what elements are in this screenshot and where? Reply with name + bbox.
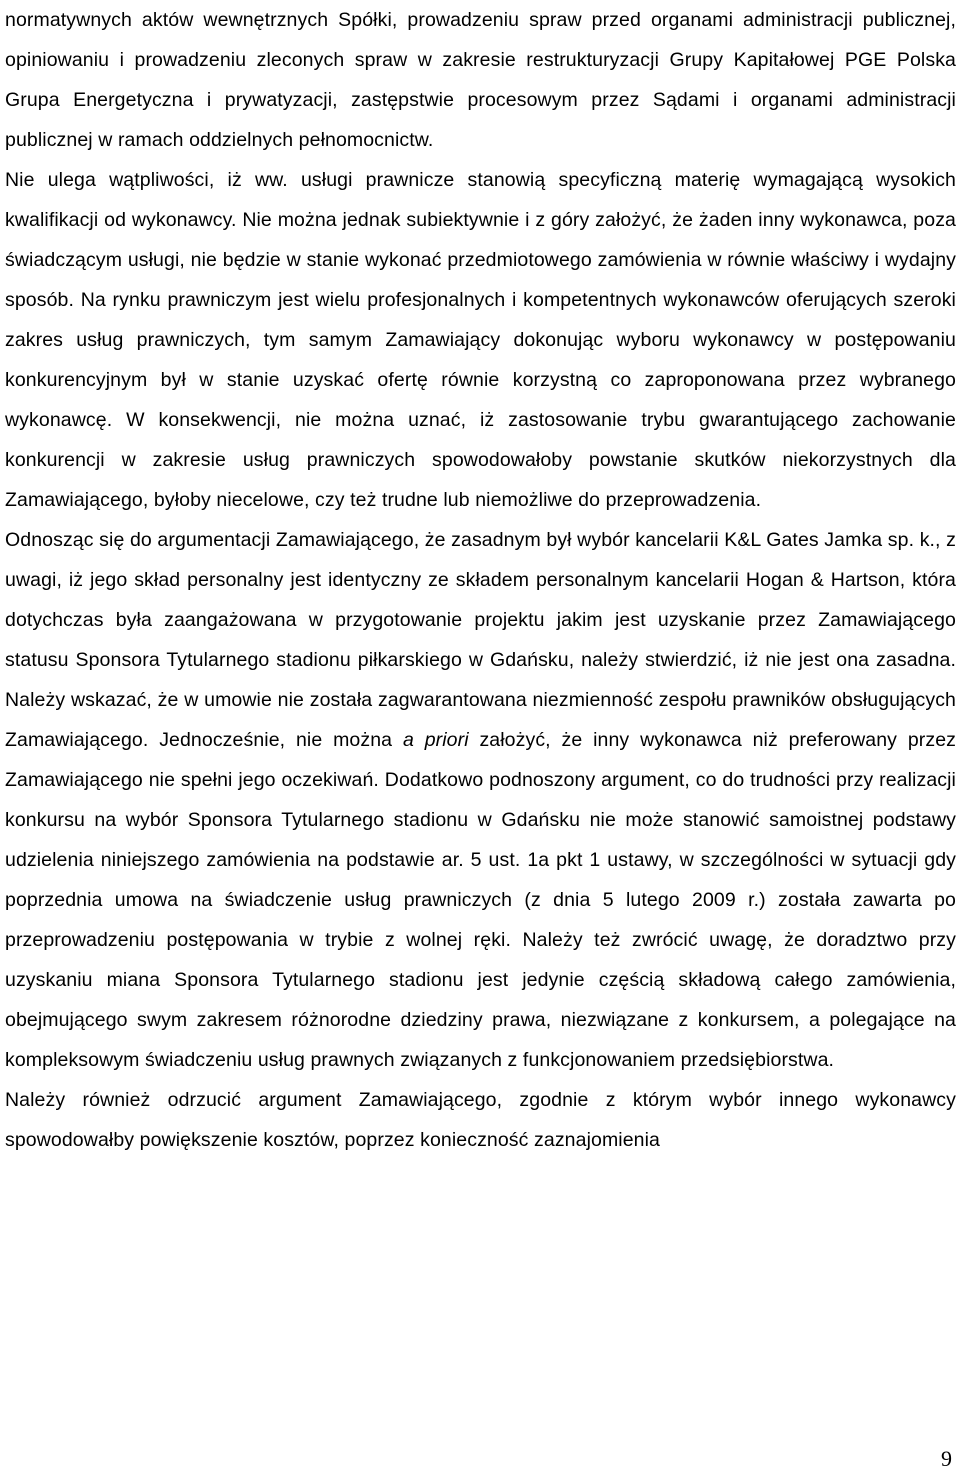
- paragraph-3-italic-term: a priori: [402, 729, 469, 751]
- paragraph-2-text: Nie ulega wątpliwości, iż ww. usługi prawnicze stanowią specyficzną materię wymagającą wysokich kwalifikacji od wykonawcy. Nie można jednak subiektywnie i z góry założyć, że żaden inny wykonawca, poza świadczącym usługi, nie będzie w stanie wykonać przedmiotowego zamówienia w równie właściwy i wydajny sposób. Na rynku prawniczym jest wielu profesjonalnych i kompetentnych wykonawców oferujących szeroki zakres usług prawniczych, tym samym Zamawiający dokonując wyboru wykonawcy w postępowaniu konkurencyjnym był w stanie uzyskać ofertę równie korzystną co zaproponowana przez wybranego wykonawcę. W konsekwencji, nie można uznać, iż zastosowanie trybu gwarantującego zachowanie konkurencji w zakresie usług prawniczych spowodowałoby powstanie skutków niekorzystnych dla Zamawiającego, byłoby niecelowe, czy też trudne lub niemożliwe do przeprowadzenia.: [5, 169, 956, 511]
- paragraph-3-text-part-1: Odnosząc się do argumentacji Zamawiającego, że zasadnym był wybór kancelarii K&L Gates Jamka sp. k., z uwagi, iż jego skład personalny jest identyczny ze składem personalnym kancelarii Hogan & Hartson, która dotychczas była zaangażowana w przygotowanie projektu jakim jest uzyskanie przez Zamawiającego statusu Sponsora Tytularnego stadionu piłkarskiego w Gdańsku, należy stwierdzić, iż nie jest ona zasadna. Należy wskazać, że w umowie nie została zagwarantowana niezmienność zespołu prawników obsługujących Zamawiającego. Jednocześnie, nie można: [5, 529, 956, 751]
- paragraph-3-text-part-2: założyć, że inny wykonawca niż preferowany przez Zamawiającego nie spełni jego oczekiwań. Dodatkowo podnoszony argument, co do trudności przy realizacji konkursu na wybór Sponsora Tytularnego stadionu w Gdańsku nie może stanowić samoistnej podstawy udzielenia niniejszego zamówienia na podstawie ar. 5 ust. 1a pkt 1 ustawy, w szczególności w sytuacji gdy poprzednia umowa na świadczenie usług prawniczych (z dnia 5 lutego 2009 r.) została zawarta po przeprowadzeniu postępowania w trybie z wolnej ręki. Należy też zwrócić uwagę, że doradztwo przy uzyskaniu miana Sponsora Tytularnego stadionu jest jedynie częścią składową całego zamówienia, obejmującego swym zakresem różnorodne dziedziny prawa, niezwiązane z konkursem, a polegające na kompleksowym świadczeniu usług prawnych związanych z funkcjonowaniem przedsiębiorstwa.: [5, 729, 957, 1071]
- paragraph-2: [5, 160, 956, 520]
- page-number: 9: [941, 1446, 952, 1471]
- document-page: [5, 0, 956, 1160]
- paragraph-4: [5, 1080, 956, 1160]
- paragraph-1-text: normatywnych aktów wewnętrznych Spółki, prowadzeniu spraw przed organami administracji publicznej, opiniowaniu i prowadzeniu zleconych spraw w zakresie restrukturyzacji Grupy Kapitałowej PGE Polska Grupa Energetyczna i prywatyzacji, zastępstwie procesowym przez Sądami i organami administracji publicznej w ramach oddzielnych pełnomocnictw.: [5, 9, 956, 151]
- paragraph-4-text: Należy również odrzucić argument Zamawiającego, zgodnie z którym wybór innego wykonawcy spowodowałby powiększenie kosztów, poprzez konieczność zaznajomienia: [5, 1089, 956, 1151]
- paragraph-1: [5, 0, 956, 160]
- paragraph-3: [5, 520, 956, 1080]
